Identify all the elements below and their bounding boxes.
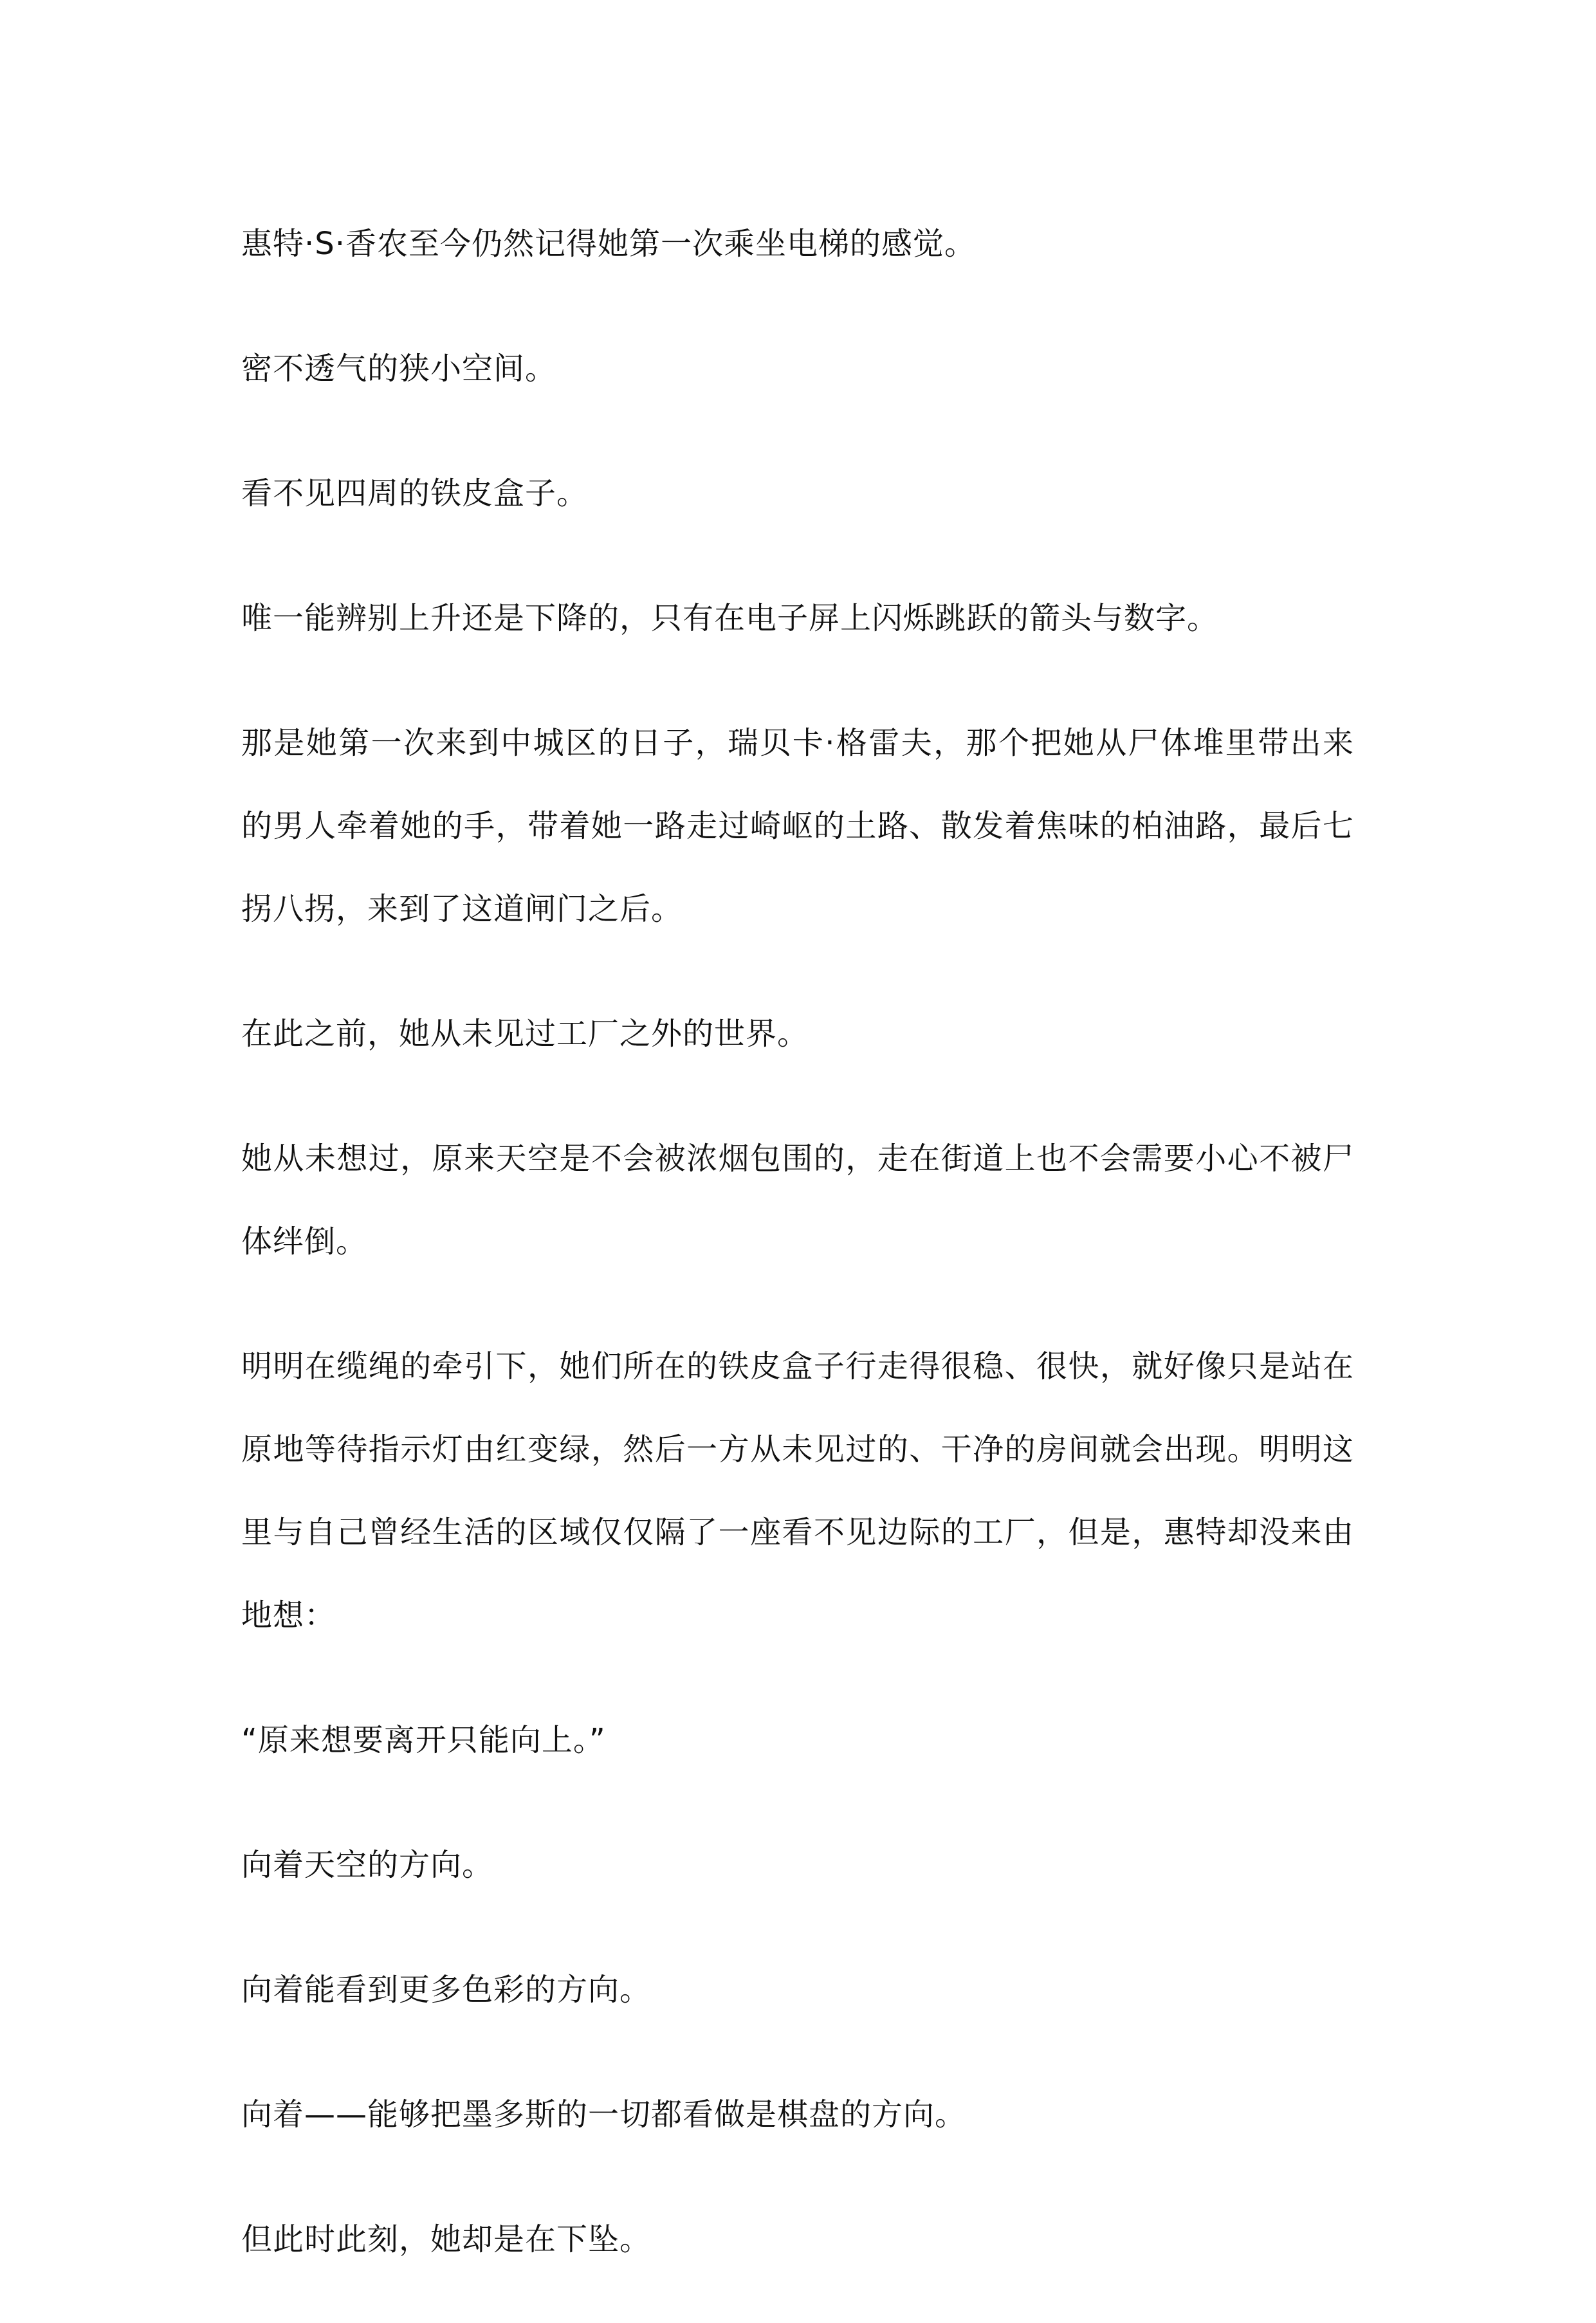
paragraph: 向着天空的方向。 — [241, 1847, 494, 1883]
paragraph: 唯一能辨别上升还是下降的，只有在电子屏上闪烁跳跃的箭头与数字。 — [241, 600, 1219, 636]
paragraph: 那是她第一次来到中城区的日子，瑞贝卡·格雷夫，那个把她从尸体堆里带出来的男人牵着她的手，带着她一路走过崎岖的土路、散发着焦味的柏油路，最后七拐八拐，来到了这道闸门之后。 — [241, 725, 1354, 927]
paragraph: 她从未想过，原来天空是不会被浓烟包围的，走在街道上也不会需要小心不被尸体绊倒。 — [241, 1141, 1354, 1260]
paragraph: 但此时此刻，她却是在下坠。 — [241, 2221, 652, 2257]
body-text — [241, 203, 1354, 2323]
paragraph: 明明在缆绳的牵引下，她们所在的铁皮盒子行走得很稳、很快，就好像只是站在原地等待指示灯由红变绿，然后一方从未见过的、干净的房间就会出现。明明这里与自己曾经生活的区域仅仅隔了一座看不见边际的工厂，但是，惠特却没来由地想： — [241, 1348, 1354, 1633]
paragraph: “原来想要离开只能向上。” — [241, 1722, 606, 1758]
paragraph: 在此之前，她从未见过工厂之外的世界。 — [241, 1016, 809, 1052]
paragraph: 看不见四周的铁皮盒子。 — [241, 475, 589, 511]
paragraph: 向着——能够把墨多斯的一切都看做是棋盘的方向。 — [241, 2097, 967, 2133]
paragraph: 密不透气的狭小空间。 — [241, 351, 557, 387]
paragraph: 惠特·S·香农至今仍然记得她第一次乘坐电梯的感觉。 — [241, 226, 976, 262]
paragraph: 向着能看到更多色彩的方向。 — [241, 1972, 652, 2008]
